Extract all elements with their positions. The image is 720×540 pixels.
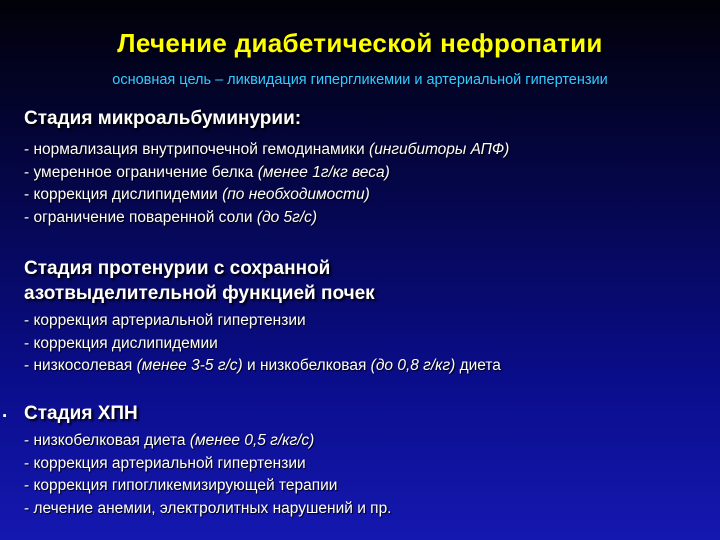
stage-item-list — [24, 310, 700, 378]
list-item — [24, 475, 700, 498]
list-item — [24, 453, 700, 476]
item-text: - коррекция дислипидемии — [24, 334, 218, 352]
stage-heading-line1: Стадия протенурии с сохранной — [24, 258, 331, 279]
item-text: - коррекция дислипидемии — [24, 186, 223, 203]
stage-heading: Стадия микроальбуминурии: — [24, 108, 302, 129]
item-text: - коррекция артериальной гипертензии — [24, 312, 306, 329]
item-text: - коррекция артериальной гипертензии — [24, 454, 306, 472]
item-note: (до 0,8 г/кг) — [370, 357, 456, 374]
item-note: (менее 0,5 г/кг/с) — [189, 432, 315, 449]
list-item — [24, 162, 700, 185]
item-note: (до 5г/с) — [256, 208, 318, 226]
item-text: - коррекция гипогликемизирующей терапии — [24, 477, 338, 494]
stage-microalbuminuria — [24, 106, 700, 229]
slide-subtitle: основная цель – ликвидация гипергликемии и артериальной гипертензии — [112, 72, 608, 88]
item-text: - лечение анемии, электролитных нарушений и пр. — [24, 499, 392, 517]
list-item — [24, 355, 700, 378]
item-text: - низкобелковая диета — [24, 432, 190, 449]
item-text: диета — [455, 357, 501, 374]
list-item — [24, 430, 700, 453]
list-item — [24, 498, 700, 521]
stage-heading-line2: азотвыделительной функцией почек — [24, 283, 375, 304]
list-item — [24, 139, 700, 162]
list-item — [24, 310, 700, 333]
stage-item-list — [24, 430, 700, 520]
item-note: (менее 1г/кг веса) — [257, 163, 390, 181]
stage-item-list — [24, 139, 700, 229]
list-item — [24, 184, 700, 207]
slide-title: Лечение диабетической нефропатии — [117, 28, 603, 58]
item-note: (ингибиторы АПФ) — [369, 141, 510, 158]
item-text: и низкобелковая — [242, 357, 371, 374]
stage-heading: Стадия ХПН — [24, 403, 138, 424]
item-text: - умеренное ограничение белка — [24, 163, 258, 181]
item-note: (менее 3-5 г/с) — [136, 357, 243, 374]
item-text: - нормализация внутрипочечной гемодинамики — [24, 141, 370, 158]
stage-ckd — [2, 401, 700, 520]
list-item — [24, 333, 700, 356]
list-item — [24, 207, 700, 230]
item-text: - ограничение поваренной соли — [24, 208, 257, 226]
bullet-marker: . — [2, 401, 8, 422]
item-text: - низкосолевая — [24, 357, 137, 374]
stage-proteinuria — [24, 256, 700, 378]
item-note: (по необходимости) — [222, 186, 370, 203]
